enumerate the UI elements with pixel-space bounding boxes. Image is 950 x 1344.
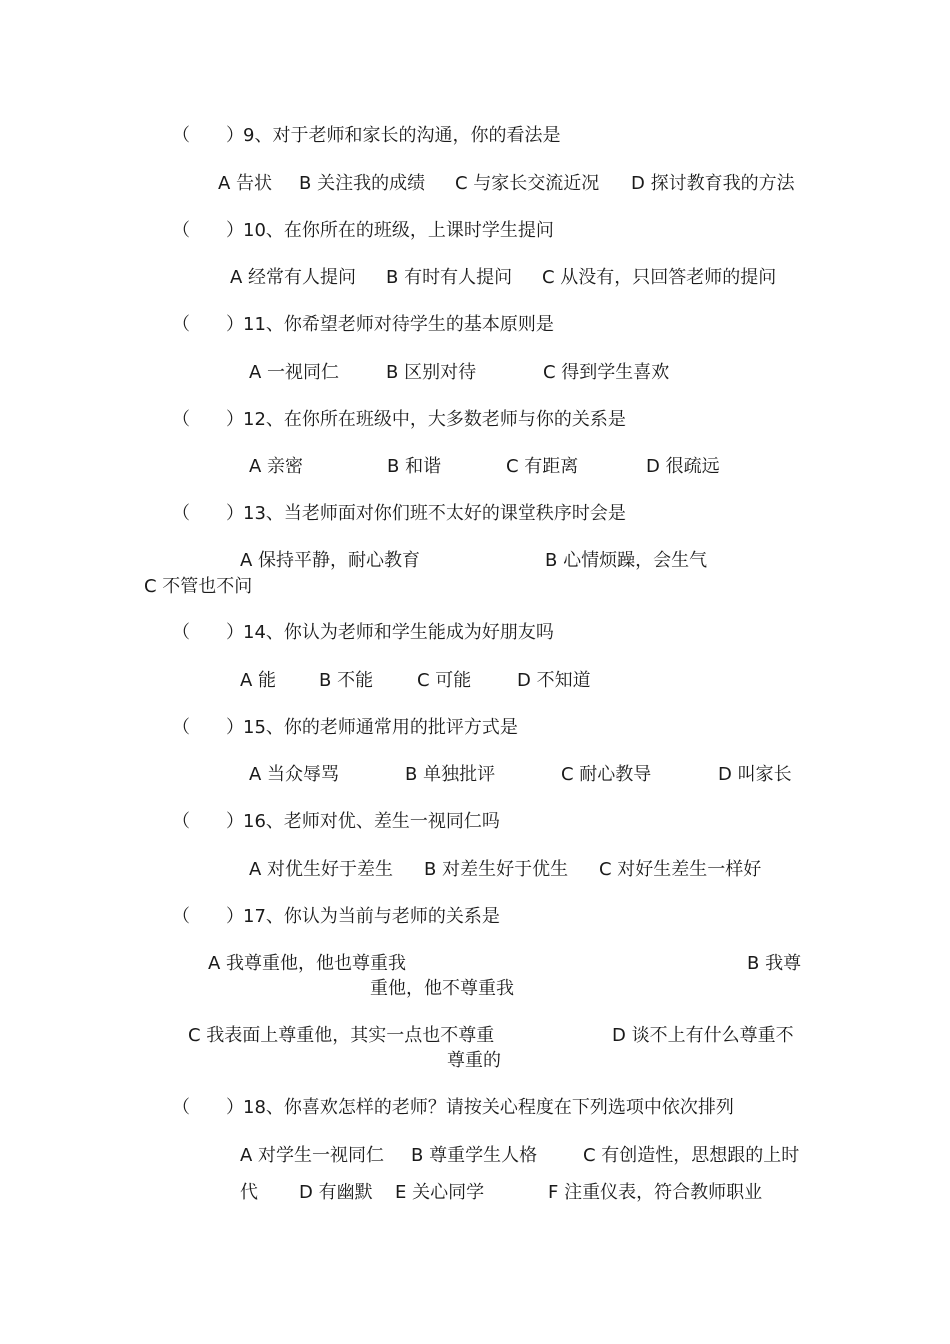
option: C 耐心教导 bbox=[561, 764, 652, 785]
answer-blank: （ ） bbox=[172, 906, 244, 927]
option: A 经常有人提问 bbox=[230, 267, 357, 288]
option: E 关心同学 bbox=[395, 1182, 485, 1203]
option: D 探讨教育我的方法 bbox=[631, 173, 795, 194]
answer-blank: （ ） bbox=[172, 125, 244, 146]
question-15 bbox=[172, 717, 518, 739]
option: A 能 bbox=[240, 670, 277, 691]
option: D 很疏远 bbox=[646, 456, 720, 477]
answer-blank: （ ） bbox=[172, 1097, 244, 1118]
answer-blank: （ ） bbox=[172, 717, 244, 738]
answer-blank: （ ） bbox=[172, 220, 244, 241]
option: A 亲密 bbox=[249, 456, 304, 477]
option: F 注重仪表，符合教师职业 bbox=[548, 1182, 763, 1203]
question-18 bbox=[172, 1097, 734, 1119]
option: C 我表面上尊重他，其实一点也不尊重 bbox=[188, 1025, 495, 1046]
option: A 保持平静，耐心教育 bbox=[240, 550, 421, 571]
question-10 bbox=[172, 220, 554, 242]
option: A 当众辱骂 bbox=[249, 764, 340, 785]
question-text: 12、在你所在班级中，大多数老师与你的关系是 bbox=[243, 409, 626, 430]
option: D 不知道 bbox=[517, 670, 591, 691]
question-9 bbox=[172, 125, 560, 147]
question-text: 14、你认为老师和学生能成为好朋友吗 bbox=[243, 622, 554, 643]
option: C 从没有，只回答老师的提问 bbox=[542, 267, 777, 288]
question-text: 9、对于老师和家长的沟通，你的看法是 bbox=[243, 125, 561, 146]
option: C 对好生差生一样好 bbox=[599, 859, 762, 880]
question-text: 11、你希望老师对待学生的基本原则是 bbox=[243, 314, 554, 335]
option: A 一视同仁 bbox=[249, 362, 340, 383]
option: B 有时有人提问 bbox=[386, 267, 513, 288]
question-14 bbox=[172, 622, 554, 644]
question-11 bbox=[172, 314, 554, 336]
option-continuation: 尊重的 bbox=[447, 1050, 501, 1071]
question-text: 16、老师对优、差生一视同仁吗 bbox=[243, 811, 500, 832]
question-text: 15、你的老师通常用的批评方式是 bbox=[243, 717, 518, 738]
question-text: 10、在你所在的班级，上课时学生提问 bbox=[243, 220, 554, 241]
option: A 告状 bbox=[218, 173, 273, 194]
option: B 尊重学生人格 bbox=[411, 1145, 538, 1166]
option: C 有距离 bbox=[506, 456, 579, 477]
option: B 区别对待 bbox=[386, 362, 477, 383]
option: C 有创造性，思想跟的上时 bbox=[583, 1145, 800, 1166]
answer-blank: （ ） bbox=[172, 811, 244, 832]
option: B 我尊 bbox=[747, 953, 802, 974]
option: C 得到学生喜欢 bbox=[543, 362, 670, 383]
option: B 单独批评 bbox=[405, 764, 496, 785]
answer-blank: （ ） bbox=[172, 503, 244, 524]
answer-blank: （ ） bbox=[172, 409, 244, 430]
question-16 bbox=[172, 811, 500, 833]
option: C 不管也不问 bbox=[144, 576, 253, 597]
option: A 对优生好于差生 bbox=[249, 859, 394, 880]
question-12 bbox=[172, 409, 626, 431]
question-13 bbox=[172, 503, 626, 525]
option: B 关注我的成绩 bbox=[299, 173, 426, 194]
question-17 bbox=[172, 906, 500, 928]
option: C 可能 bbox=[417, 670, 472, 691]
option: B 和谐 bbox=[387, 456, 442, 477]
option: D 有幽默 bbox=[299, 1182, 373, 1203]
option: A 我尊重他，他也尊重我 bbox=[208, 953, 407, 974]
option: D 叫家长 bbox=[718, 764, 792, 785]
option-continuation: 重他，他不尊重我 bbox=[370, 978, 514, 999]
question-text: 17、你认为当前与老师的关系是 bbox=[243, 906, 500, 927]
option: B 心情烦躁，会生气 bbox=[545, 550, 708, 571]
option: D 谈不上有什么尊重不 bbox=[612, 1025, 794, 1046]
option: B 对差生好于优生 bbox=[424, 859, 569, 880]
answer-blank: （ ） bbox=[172, 314, 244, 335]
question-text: 13、当老师面对你们班不太好的课堂秩序时会是 bbox=[243, 503, 626, 524]
question-text: 18、你喜欢怎样的老师？请按关心程度在下列选项中依次排列 bbox=[243, 1097, 734, 1118]
answer-blank: （ ） bbox=[172, 622, 244, 643]
option: B 不能 bbox=[319, 670, 374, 691]
option: A 对学生一视同仁 bbox=[240, 1145, 385, 1166]
option: C 与家长交流近况 bbox=[455, 173, 600, 194]
option-continuation: 代 bbox=[240, 1182, 258, 1203]
